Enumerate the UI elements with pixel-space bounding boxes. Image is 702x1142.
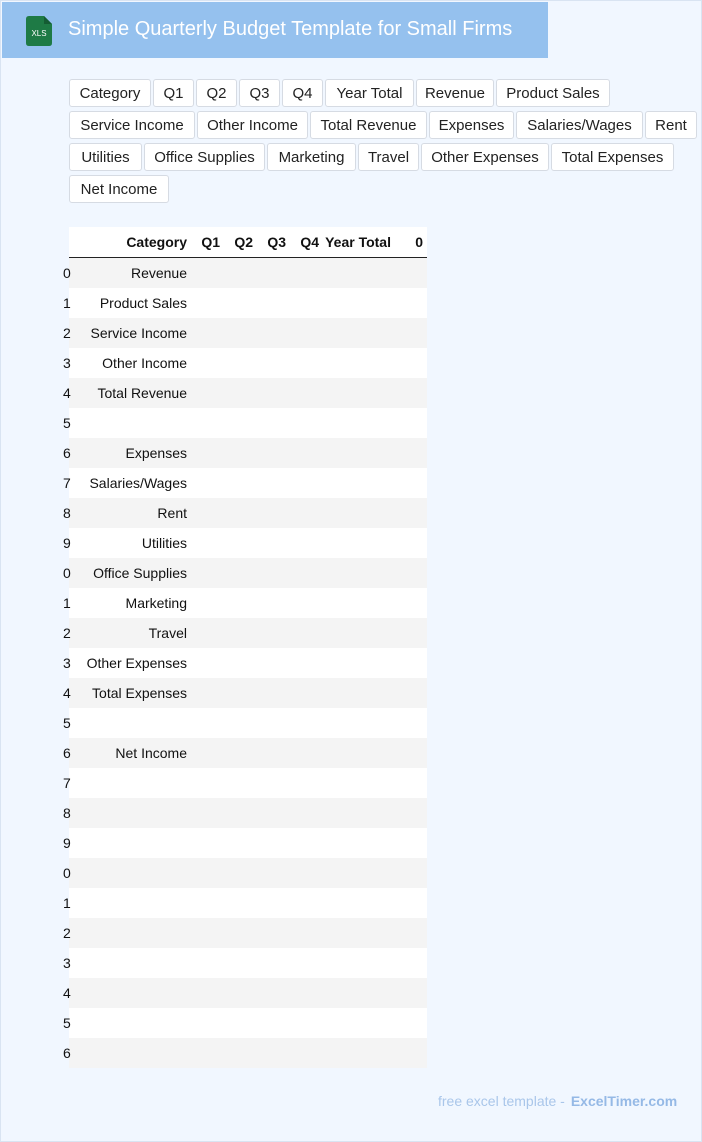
row-value-cell: [395, 438, 427, 468]
table-row: [69, 288, 427, 318]
row-index: 4: [69, 678, 82, 708]
row-value-cell: [323, 978, 395, 1008]
row-value-cell: [323, 768, 395, 798]
row-value-cell: [257, 408, 290, 438]
row-category: [82, 768, 191, 798]
chip-q4[interactable]: Q4: [282, 79, 323, 107]
row-value-cell: [323, 648, 395, 678]
row-value-cell: [323, 468, 395, 498]
row-value-cell: [323, 588, 395, 618]
row-value-cell: [395, 618, 427, 648]
row-category: [82, 978, 191, 1008]
row-value-cell: [290, 468, 323, 498]
row-value-cell: [257, 948, 290, 978]
row-value-cell: [323, 828, 395, 858]
table-row: [69, 588, 427, 618]
row-value-cell: [323, 858, 395, 888]
row-value-cell: [323, 408, 395, 438]
row-value-cell: [191, 288, 224, 318]
row-value-cell: [257, 798, 290, 828]
row-value-cell: [257, 678, 290, 708]
row-value-cell: [224, 618, 257, 648]
row-value-cell: [191, 888, 224, 918]
table-row: [69, 798, 427, 828]
row-value-cell: [224, 528, 257, 558]
table-row: [69, 648, 427, 678]
row-value-cell: [395, 918, 427, 948]
row-index: 2: [69, 918, 82, 948]
table-row: [69, 438, 427, 468]
row-value-cell: [323, 288, 395, 318]
row-value-cell: [395, 648, 427, 678]
row-index: 3: [69, 648, 82, 678]
row-index: 5: [69, 708, 82, 738]
row-category: [82, 888, 191, 918]
row-value-cell: [323, 948, 395, 978]
chip-total-revenue[interactable]: Total Revenue: [310, 111, 427, 139]
row-value-cell: [257, 978, 290, 1008]
table-row: [69, 498, 427, 528]
row-category: Travel: [82, 618, 191, 648]
row-category: Rent: [82, 498, 191, 528]
row-value-cell: [191, 498, 224, 528]
row-value-cell: [257, 528, 290, 558]
row-value-cell: [191, 918, 224, 948]
column-header-index: [69, 227, 82, 258]
row-category: [82, 918, 191, 948]
table-row: [69, 1008, 427, 1038]
row-index: 6: [69, 738, 82, 768]
row-value-cell: [323, 738, 395, 768]
row-category: [82, 828, 191, 858]
table-row: [69, 378, 427, 408]
row-value-cell: [323, 708, 395, 738]
row-category: Salaries/Wages: [82, 468, 191, 498]
row-value-cell: [323, 678, 395, 708]
chip-q2[interactable]: Q2: [196, 79, 237, 107]
row-value-cell: [191, 438, 224, 468]
row-value-cell: [323, 348, 395, 378]
row-value-cell: [257, 828, 290, 858]
row-index: 2: [69, 618, 82, 648]
row-value-cell: [257, 558, 290, 588]
table-row: [69, 348, 427, 378]
row-value-cell: [290, 798, 323, 828]
row-value-cell: [257, 648, 290, 678]
row-value-cell: [257, 378, 290, 408]
row-index: 7: [69, 468, 82, 498]
row-value-cell: [395, 828, 427, 858]
row-index: 0: [69, 558, 82, 588]
footer-text: free excel template -: [438, 1093, 565, 1109]
row-value-cell: [395, 468, 427, 498]
row-value-cell: [290, 378, 323, 408]
row-index: 6: [69, 1038, 82, 1068]
row-value-cell: [191, 318, 224, 348]
row-value-cell: [395, 348, 427, 378]
row-index: 0: [69, 258, 82, 289]
row-index: 8: [69, 498, 82, 528]
row-value-cell: [395, 318, 427, 348]
row-value-cell: [323, 618, 395, 648]
table-body: [63, 258, 427, 1069]
table-row: [69, 468, 427, 498]
row-value-cell: [191, 738, 224, 768]
row-value-cell: [395, 1008, 427, 1038]
row-value-cell: [395, 1038, 427, 1068]
row-value-cell: [257, 768, 290, 798]
row-value-cell: [224, 798, 257, 828]
row-category: [82, 408, 191, 438]
row-value-cell: [191, 468, 224, 498]
row-value-cell: [224, 948, 257, 978]
row-value-cell: [290, 888, 323, 918]
row-value-cell: [257, 438, 290, 468]
row-index: 1: [69, 288, 82, 318]
table-row: [69, 318, 427, 348]
chip-utilities[interactable]: Utilities: [69, 143, 142, 171]
row-value-cell: [224, 678, 257, 708]
row-value-cell: [191, 978, 224, 1008]
row-category: [82, 708, 191, 738]
column-header-q1: Q1: [191, 227, 224, 258]
row-value-cell: [395, 558, 427, 588]
row-category: Total Expenses: [82, 678, 191, 708]
column-header-q4: Q4: [290, 227, 323, 258]
row-value-cell: [257, 618, 290, 648]
row-index: 9: [69, 828, 82, 858]
table-row: [69, 888, 427, 918]
chip-product-sales[interactable]: Product Sales: [496, 79, 610, 107]
row-value-cell: [323, 378, 395, 408]
row-value-cell: [290, 738, 323, 768]
row-value-cell: [257, 318, 290, 348]
row-value-cell: [290, 288, 323, 318]
row-value-cell: [290, 348, 323, 378]
row-category: Service Income: [82, 318, 191, 348]
row-value-cell: [290, 258, 323, 289]
page-title: Simple Quarterly Budget Template for Small Firms: [68, 18, 513, 40]
row-value-cell: [224, 258, 257, 289]
row-value-cell: [257, 288, 290, 318]
row-value-cell: [191, 828, 224, 858]
row-category: Net Income: [82, 738, 191, 768]
budget-table: [63, 227, 427, 1068]
row-value-cell: [290, 558, 323, 588]
row-value-cell: [323, 1008, 395, 1038]
row-value-cell: [224, 318, 257, 348]
chip-category[interactable]: Category: [69, 79, 151, 107]
row-value-cell: [290, 1038, 323, 1068]
row-value-cell: [224, 708, 257, 738]
row-value-cell: [323, 438, 395, 468]
row-index: 5: [69, 1008, 82, 1038]
row-value-cell: [257, 468, 290, 498]
row-index: 8: [69, 798, 82, 828]
row-category: Utilities: [82, 528, 191, 558]
row-index: 1: [69, 588, 82, 618]
row-index: 5: [69, 408, 82, 438]
row-value-cell: [257, 348, 290, 378]
budget-table-container: [63, 227, 427, 1068]
row-value-cell: [191, 378, 224, 408]
row-value-cell: [191, 678, 224, 708]
row-value-cell: [323, 498, 395, 528]
row-value-cell: [290, 918, 323, 948]
row-value-cell: [191, 708, 224, 738]
chip-other-expenses[interactable]: Other Expenses: [421, 143, 549, 171]
column-header-q3: Q3: [257, 227, 290, 258]
row-index: 4: [69, 378, 82, 408]
row-category: Marketing: [82, 588, 191, 618]
row-value-cell: [323, 258, 395, 289]
row-value-cell: [290, 708, 323, 738]
footer-credit: [438, 1093, 677, 1109]
row-value-cell: [290, 858, 323, 888]
row-value-cell: [224, 978, 257, 1008]
row-value-cell: [290, 948, 323, 978]
table-row: [69, 948, 427, 978]
row-value-cell: [395, 528, 427, 558]
chip-total-expenses[interactable]: Total Expenses: [551, 143, 674, 171]
row-value-cell: [323, 318, 395, 348]
chip-revenue[interactable]: Revenue: [416, 79, 494, 107]
table-row: [69, 978, 427, 1008]
row-value-cell: [395, 888, 427, 918]
row-value-cell: [191, 948, 224, 978]
row-value-cell: [290, 528, 323, 558]
row-value-cell: [290, 408, 323, 438]
row-value-cell: [323, 798, 395, 828]
chip-office-supplies[interactable]: Office Supplies: [144, 143, 265, 171]
row-value-cell: [395, 498, 427, 528]
row-value-cell: [224, 588, 257, 618]
row-category: [82, 948, 191, 978]
row-value-cell: [395, 408, 427, 438]
row-value-cell: [395, 768, 427, 798]
row-value-cell: [224, 858, 257, 888]
row-value-cell: [290, 648, 323, 678]
row-index: 0: [69, 858, 82, 888]
chip-q3[interactable]: Q3: [239, 79, 280, 107]
row-value-cell: [395, 708, 427, 738]
row-category: Revenue: [82, 258, 191, 289]
row-category: Expenses: [82, 438, 191, 468]
row-value-cell: [191, 1008, 224, 1038]
row-category: [82, 858, 191, 888]
row-value-cell: [224, 828, 257, 858]
row-category: [82, 1008, 191, 1038]
row-value-cell: [257, 888, 290, 918]
table-row: [69, 258, 427, 289]
table-row: [69, 678, 427, 708]
row-value-cell: [191, 258, 224, 289]
row-value-cell: [191, 1038, 224, 1068]
row-value-cell: [395, 738, 427, 768]
row-value-cell: [290, 588, 323, 618]
row-value-cell: [323, 528, 395, 558]
table-header-row: [69, 227, 427, 258]
row-value-cell: [290, 618, 323, 648]
row-index: 1: [69, 888, 82, 918]
row-index: 3: [69, 948, 82, 978]
chip-year-total[interactable]: Year Total: [325, 79, 414, 107]
row-value-cell: [257, 258, 290, 289]
row-value-cell: [395, 588, 427, 618]
table-row: [69, 558, 427, 588]
table-row: [69, 528, 427, 558]
chip-service-income[interactable]: Service Income: [69, 111, 195, 139]
table-row: [69, 708, 427, 738]
chip-expenses[interactable]: Expenses: [429, 111, 514, 139]
row-index: 2: [69, 318, 82, 348]
row-value-cell: [224, 768, 257, 798]
row-value-cell: [395, 978, 427, 1008]
row-value-cell: [395, 258, 427, 289]
row-value-cell: [191, 858, 224, 888]
row-value-cell: [191, 768, 224, 798]
row-value-cell: [290, 768, 323, 798]
row-value-cell: [290, 828, 323, 858]
row-category: Other Expenses: [82, 648, 191, 678]
row-value-cell: [224, 348, 257, 378]
row-value-cell: [290, 318, 323, 348]
chip-net-income[interactable]: Net Income: [69, 175, 169, 203]
chip-travel[interactable]: Travel: [358, 143, 419, 171]
table-row: [69, 918, 427, 948]
row-index: 9: [69, 528, 82, 558]
excel-file-icon: [26, 16, 52, 46]
row-value-cell: [224, 648, 257, 678]
page-header: [2, 2, 548, 58]
row-value-cell: [257, 738, 290, 768]
row-value-cell: [395, 288, 427, 318]
chip-rent[interactable]: Rent: [645, 111, 697, 139]
row-value-cell: [257, 708, 290, 738]
table-row: [69, 738, 427, 768]
chip-marketing[interactable]: Marketing: [267, 143, 356, 171]
row-value-cell: [257, 588, 290, 618]
row-value-cell: [257, 1038, 290, 1068]
table-row: [69, 408, 427, 438]
row-category: [82, 798, 191, 828]
row-value-cell: [224, 1038, 257, 1068]
row-value-cell: [224, 888, 257, 918]
row-value-cell: [191, 408, 224, 438]
footer-brand-link[interactable]: ExcelTimer.com: [570, 1093, 678, 1109]
row-value-cell: [290, 498, 323, 528]
row-value-cell: [191, 348, 224, 378]
row-index: 6: [69, 438, 82, 468]
table-row: [69, 768, 427, 798]
row-value-cell: [191, 618, 224, 648]
row-value-cell: [224, 438, 257, 468]
row-value-cell: [395, 858, 427, 888]
chip-q1[interactable]: Q1: [153, 79, 194, 107]
chip-other-income[interactable]: Other Income: [197, 111, 308, 139]
row-value-cell: [224, 288, 257, 318]
row-value-cell: [191, 648, 224, 678]
row-value-cell: [257, 918, 290, 948]
row-value-cell: [224, 918, 257, 948]
row-category: [82, 1038, 191, 1068]
row-category: Total Revenue: [82, 378, 191, 408]
row-value-cell: [224, 738, 257, 768]
row-value-cell: [395, 378, 427, 408]
row-value-cell: [191, 558, 224, 588]
row-value-cell: [257, 498, 290, 528]
column-header-category: Category: [82, 227, 191, 258]
chip-salaries-wages[interactable]: Salaries/Wages: [516, 111, 643, 139]
row-value-cell: [290, 978, 323, 1008]
row-value-cell: [191, 798, 224, 828]
row-value-cell: [290, 678, 323, 708]
row-value-cell: [224, 468, 257, 498]
row-value-cell: [323, 1038, 395, 1068]
row-category: Office Supplies: [82, 558, 191, 588]
table-row: [69, 858, 427, 888]
row-value-cell: [191, 528, 224, 558]
row-index: 3: [69, 348, 82, 378]
row-value-cell: [224, 378, 257, 408]
row-value-cell: [224, 498, 257, 528]
column-header-q2: Q2: [224, 227, 257, 258]
row-value-cell: [395, 948, 427, 978]
row-value-cell: [257, 1008, 290, 1038]
svg-text:XLS: XLS: [31, 29, 47, 38]
row-category: Other Income: [82, 348, 191, 378]
row-value-cell: [323, 918, 395, 948]
row-value-cell: [224, 408, 257, 438]
column-header-year-total: Year Total: [323, 227, 395, 258]
row-index: 7: [69, 768, 82, 798]
row-value-cell: [395, 798, 427, 828]
row-value-cell: [224, 558, 257, 588]
row-index: 4: [69, 978, 82, 1008]
table-row: [69, 1038, 427, 1068]
row-value-cell: [290, 1008, 323, 1038]
row-value-cell: [191, 588, 224, 618]
row-value-cell: [395, 678, 427, 708]
column-header-0: 0: [395, 227, 427, 258]
row-value-cell: [257, 858, 290, 888]
row-value-cell: [323, 888, 395, 918]
row-value-cell: [323, 558, 395, 588]
table-row: [69, 828, 427, 858]
table-row: [69, 618, 427, 648]
row-value-cell: [290, 438, 323, 468]
row-value-cell: [224, 1008, 257, 1038]
row-category: Product Sales: [82, 288, 191, 318]
